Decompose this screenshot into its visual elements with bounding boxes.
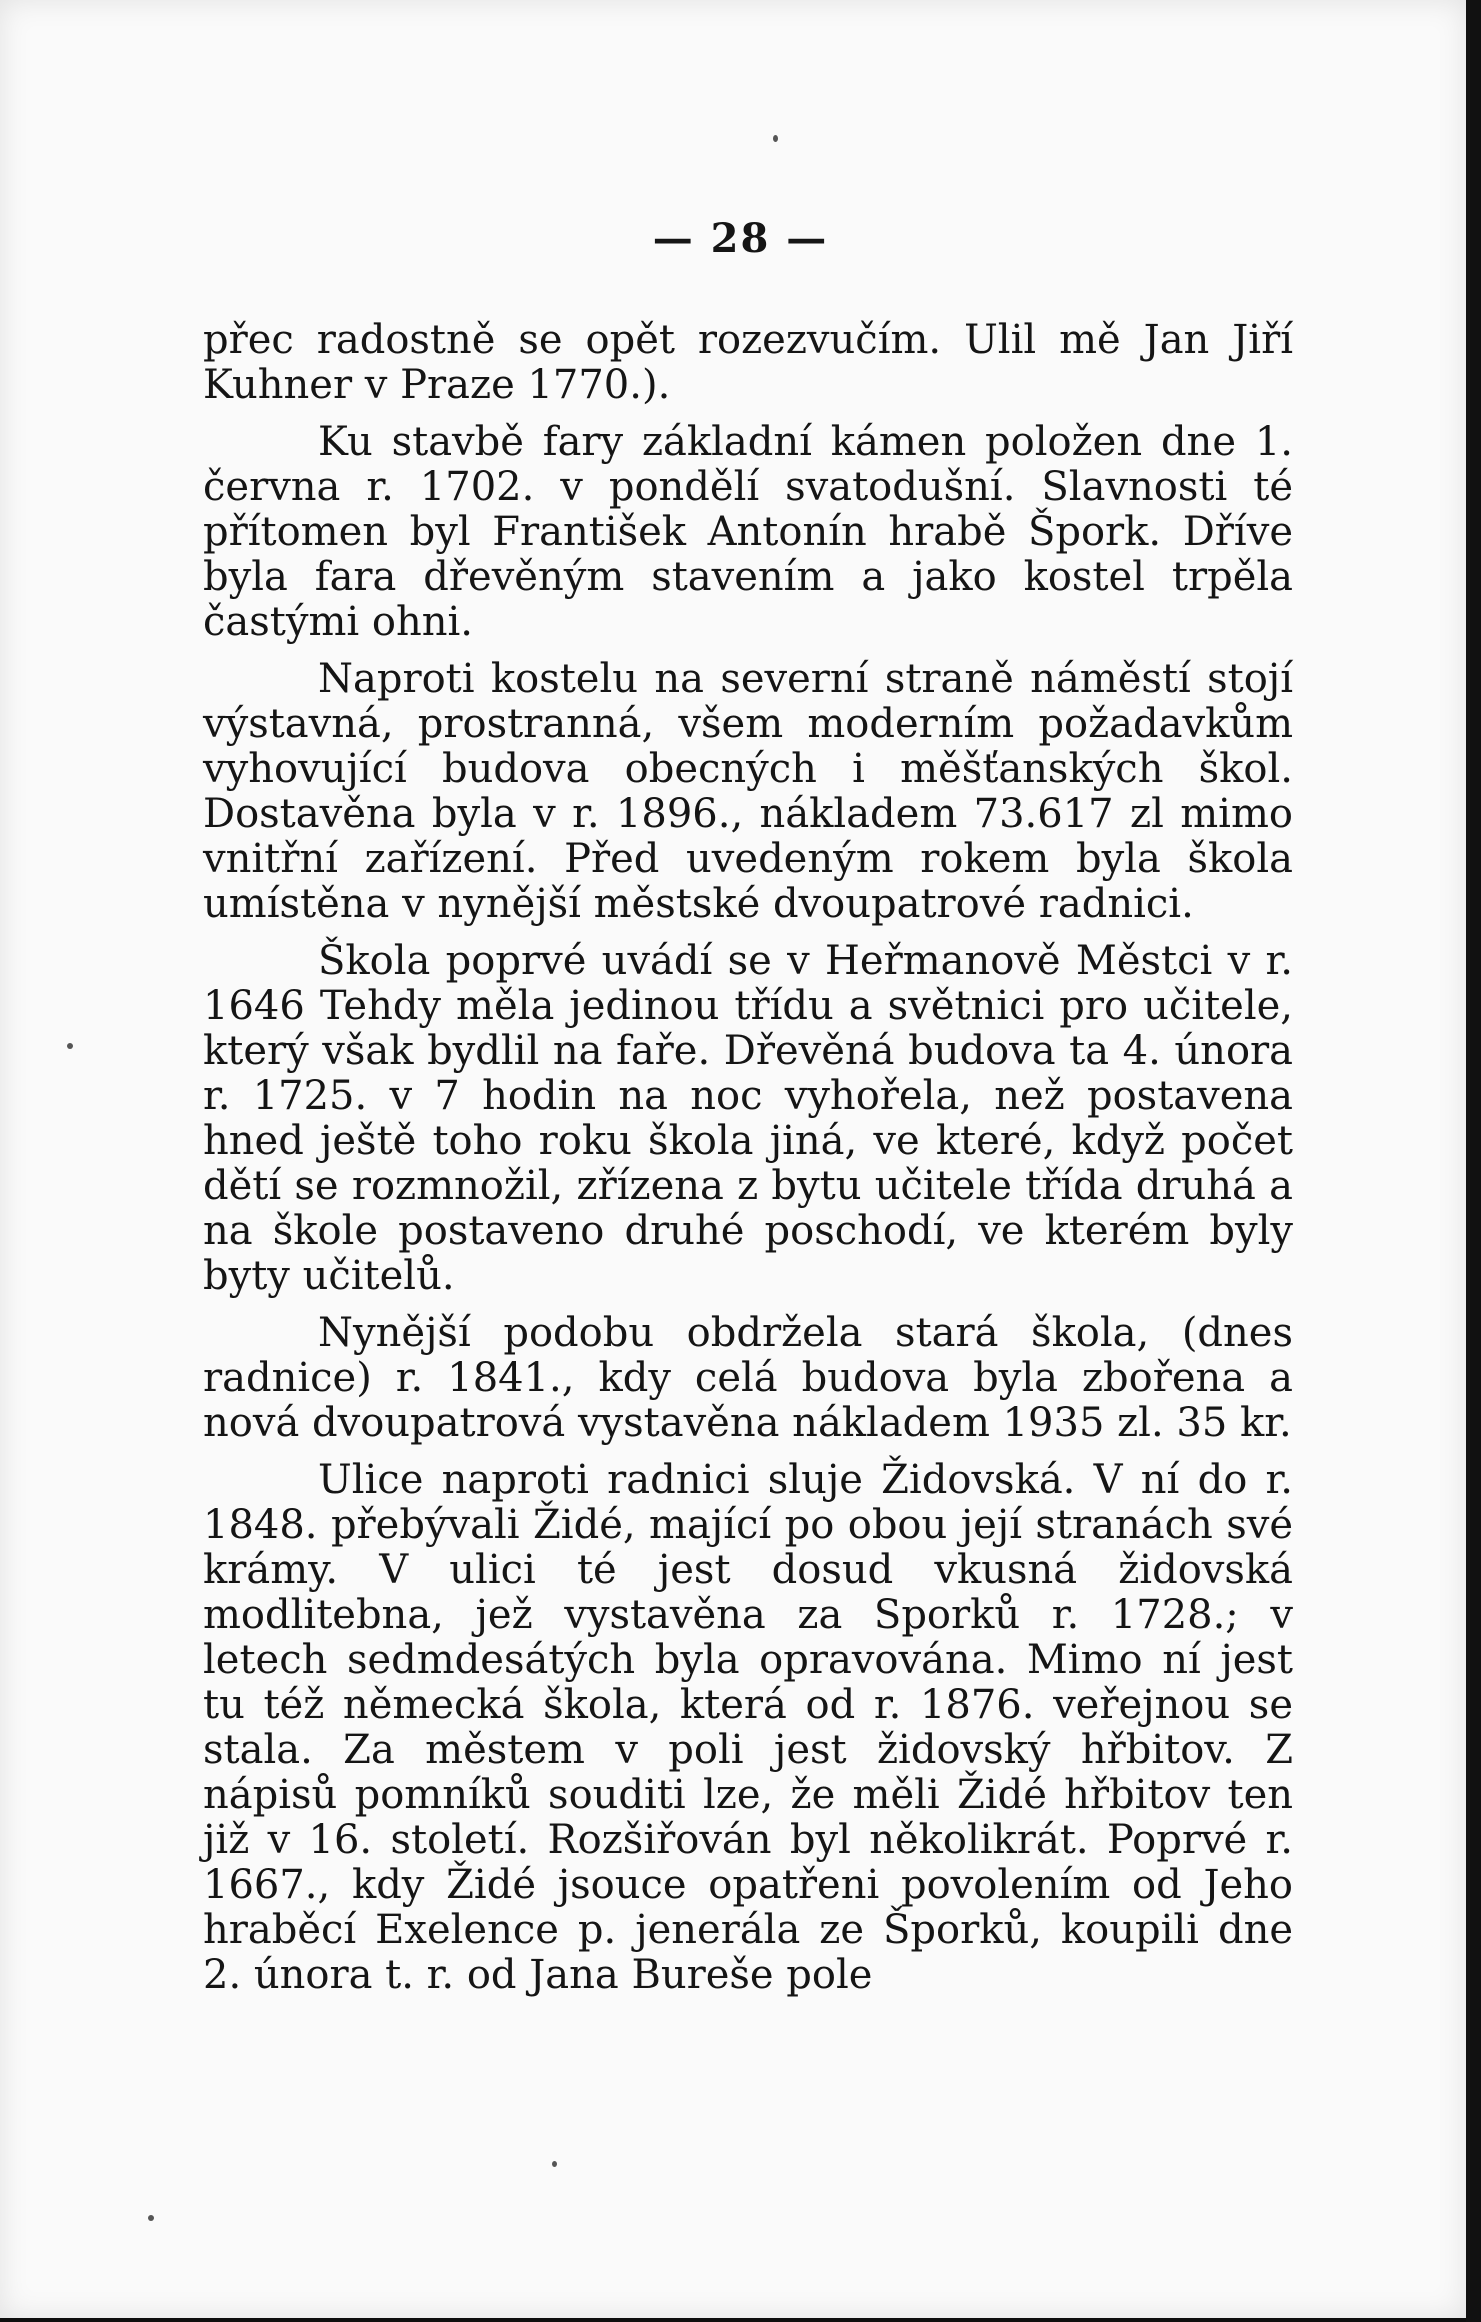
paragraph-4: Škola poprvé uvádí se v Heřmanově Městci v r. 1646 Tehdy měla jedinou třídu a světnici pro učitele, který však bydlil na faře. Dřevěná budova ta 4. února r. 1725. v 7 hodin na noc vyhořela, než postavena hned ještě toho roku škola jiná, ve které, když počet dětí se rozmnožil, zřízena z bytu učitele třída druhá a na škole postaveno druhé poschodí, ve kterém byly byty učitelů. bbox=[203, 938, 1293, 1299]
scan-speck bbox=[148, 2215, 154, 2221]
scan-speck bbox=[67, 1043, 73, 1049]
paragraph-5: Nynější podobu obdržela stará škola, (dnes radnice) r. 1841., kdy celá budova byla zbořena a nová dvoupatrová vystavěna nákladem 1935 zl. 35 kr. bbox=[203, 1310, 1293, 1446]
paragraph-3: Naproti kostelu na severní straně náměstí stojí výstavná, prostranná, všem moderním požadavkům vyhovující budova obecných i měšťanských škol. Dostavěna byla v r. 1896., nákladem 73.617 zl mimo vnitřní zařízení. Před uvedeným rokem byla škola umístěna v nynější městské dvoupatrové radnici. bbox=[203, 656, 1293, 927]
paragraph-1: přec radostně se opět rozezvučím. Ulil mě Jan Jiří Kuhner v Praze 1770.). bbox=[203, 317, 1293, 408]
scan-edge bbox=[1466, 0, 1481, 2322]
paragraph-2: Ku stavbě fary základní kámen položen dne 1. června r. 1702. v pondělí svatodušní. Slavnosti té přítomen byl František Antonín hrabě Špork. Dříve byla fara dřevěným stavením a jako kostel trpěla častými ohni. bbox=[203, 419, 1293, 645]
scan-speck bbox=[773, 135, 778, 142]
scan-speck bbox=[552, 2161, 557, 2167]
body-text bbox=[203, 318, 1293, 2010]
paragraph-6: Ulice naproti radnici sluje Židovská. V ní do r. 1848. přebývali Židé, mající po obou její stranách své krámy. V ulici té jest dosud vkusná židovská modlitebna, jež vystavěna za Sporků r. 1728.; v letech sedmdesátých byla opravována. Mimo ní jest tu též německá škola, která od r. 1876. veřejnou se stala. Za městem v poli jest židovský hřbitov. Z nápisů pomníků souditi lze, že měli Židé hřbitov ten již v 16. století. Rozšiřován byl několikrát. Poprvé r. 1667., kdy Židé jsouce opatřeni povolením od Jeho hraběcí Exelence p. jenerála ze Šporků, koupili dne 2. února t. r. od Jana Bureše pole bbox=[203, 1457, 1293, 1998]
page-number: — 28 — bbox=[652, 215, 829, 262]
